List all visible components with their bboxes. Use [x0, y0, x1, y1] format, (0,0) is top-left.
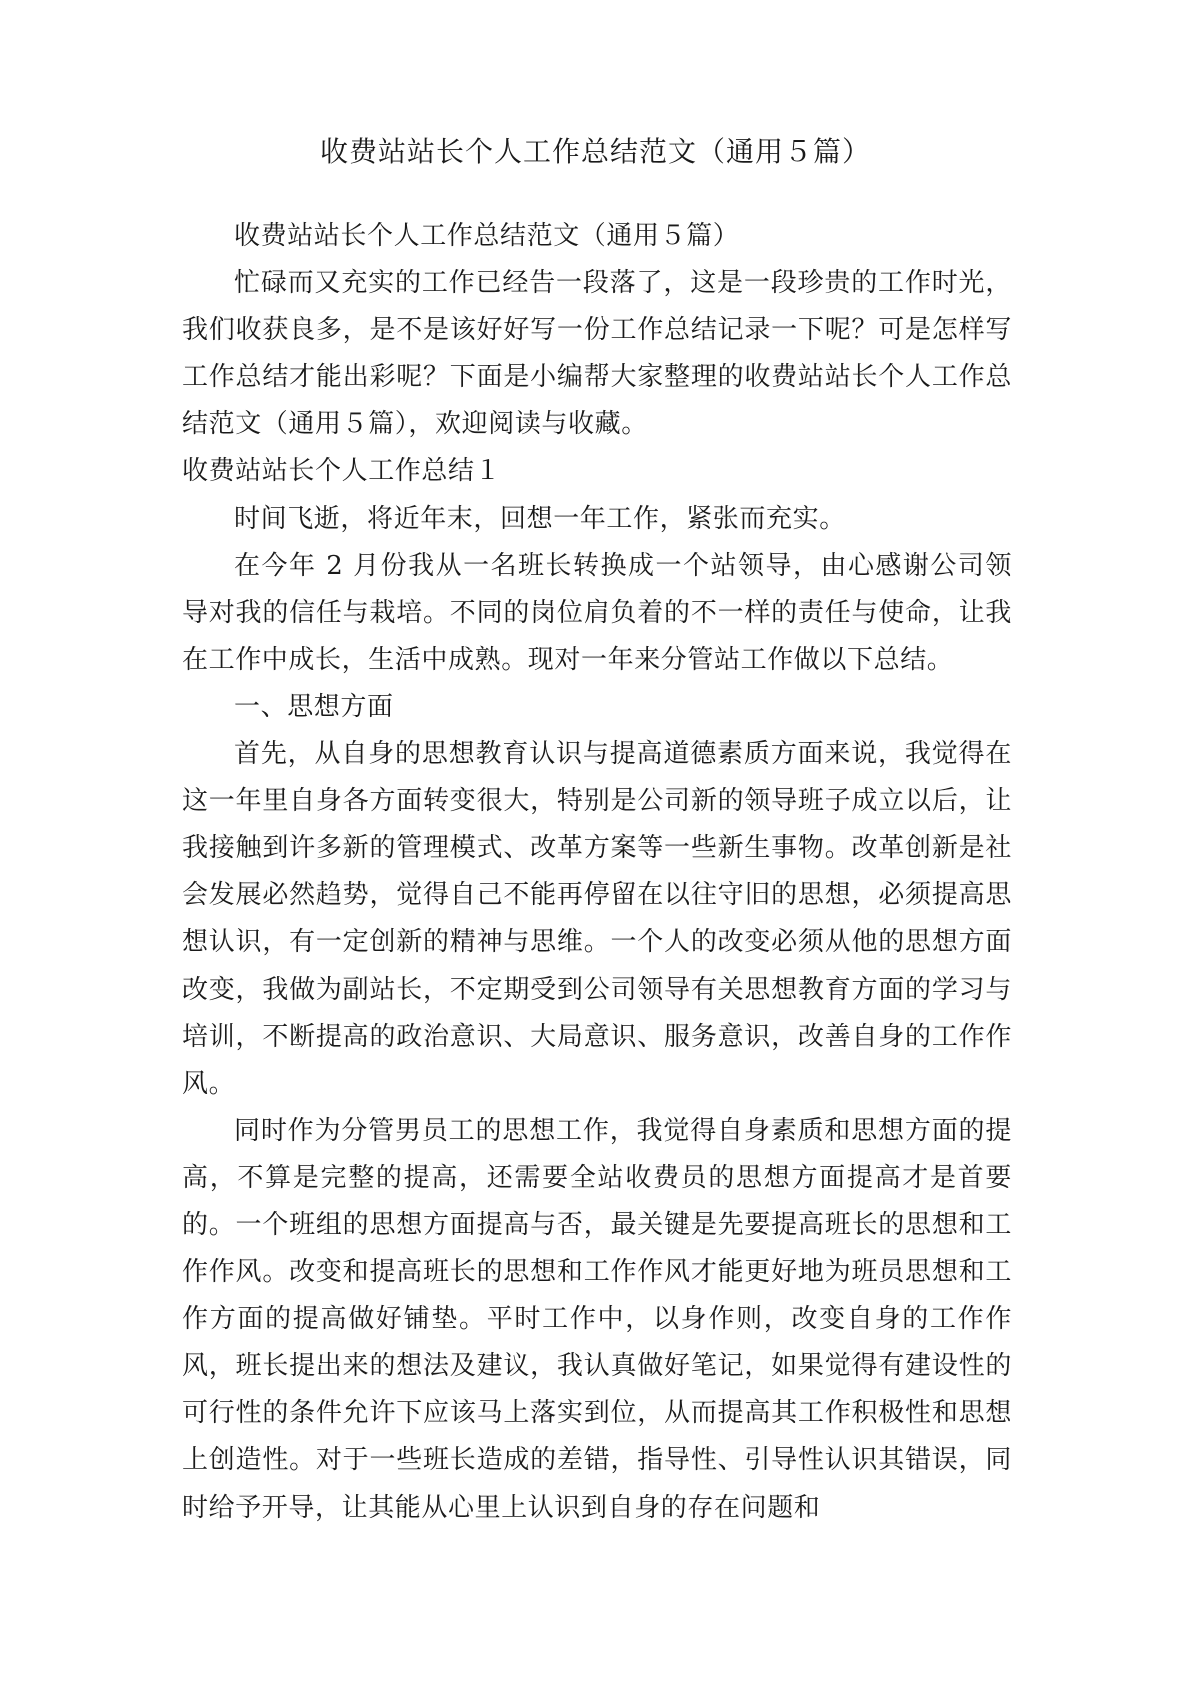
paragraph-subtitle: 收费站站长个人工作总结范文（通用５篇） [234, 221, 740, 251]
paragraph: 首先，从自身的思想教育认识与提高道德素质方面来说，我觉得在这一年里自身各方面转变很大，特别是公司新的领导班子成立以后，让我接触到许多新的管理模式、改革方案等一些新生事物。改革创新是社会发展必然趋势，觉得自己不能再停留在以往守旧的思想，必须提高思想认识，有一定创新的精神与思维。一个人的改变必须从他的思想方面改变，我做为副站长，不定期受到公司领导有关思想教育方面的学习与培训，不断提高的政治意识、大局意识、服务意识，改善自身的工作作风。 [182, 739, 1012, 1099]
paragraph: 时间飞逝，将近年末，回想一年工作，紧张而充实。 [234, 503, 846, 534]
section-heading: 收费站站长个人工作总结１ [182, 456, 502, 487]
paragraph-intro: 忙碌而又充实的工作已经告一段落了，这是一段珍贵的工作时光，我们收获良多，是不是该好好写一份工作总结记录一下呢？可是怎样写工作总结才能出彩呢？下面是小编帮大家整理的收费站站长个人工作总结范文（通用５篇），欢迎阅读与收藏。 [182, 268, 1012, 440]
subsection-heading: 一、思想方面 [234, 691, 394, 722]
document-title: 收费站站长个人工作总结范文（通用５篇） [319, 135, 871, 168]
document-body [182, 213, 1012, 1532]
paragraph: 同时作为分管男员工的思想工作，我觉得自身素质和思想方面的提高，不算是完整的提高，还需要全站收费员的思想方面提高才是首要的。一个班组的思想方面提高与否，最关键是先要提高班长的思想和工作作风。改变和提高班长的思想和工作作风才能更好地为班员思想和工作方面的提高做好铺垫。平时工作中，以身作则，改变自身的工作作风，班长提出来的想法及建议，我认真做好笔记，如果觉得有建设性的可行性的条件允许下应该马上落实到位，从而提高其工作积极性和思想上创造性。对于一些班长造成的差错，指导性、引导性认识其错误，同时给予开导，让其能从心里上认识到自身的存在问题和 [182, 1115, 1012, 1523]
paragraph: 在今年 2 月份我从一名班长转换成一个站领导，由心感谢公司领导对我的信任与栽培。不同的岗位肩负着的不一样的责任与使命，让我在工作中成长，生活中成熟。现对一年来分管站工作做以下总结。 [182, 550, 1012, 675]
